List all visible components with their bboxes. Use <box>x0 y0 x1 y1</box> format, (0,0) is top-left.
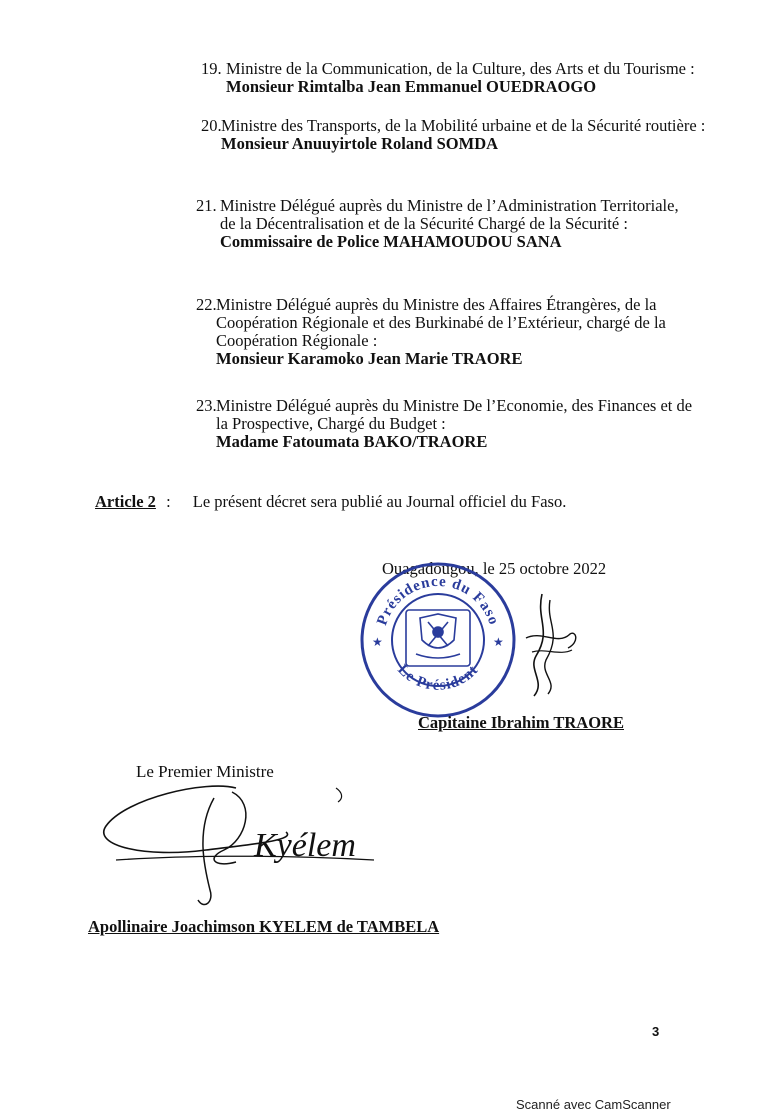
item-number: 20. <box>201 116 222 135</box>
item-number: 22. <box>196 295 217 314</box>
item-title-line: Ministre de la Communication, de la Culture, des Arts et du Tourisme : <box>226 59 695 78</box>
star-icon: ★ <box>493 635 504 649</box>
item-title-line: Ministre Délégué auprès du Ministre de l’Administration Territoriale, <box>220 196 679 215</box>
seal-top-text: Présidence du Faso <box>374 573 502 628</box>
prime-minister-title: Le Premier Ministre <box>136 762 274 781</box>
article-2 <box>95 492 566 512</box>
presidential-seal-stamp <box>358 560 518 720</box>
item-title-line: Ministre des Transports, de la Mobilité urbaine et de la Sécurité routière : <box>221 116 706 135</box>
scanner-watermark: Scanné avec CamScanner <box>516 1097 671 1112</box>
article-text: Le présent décret sera publié au Journal officiel du Faso. <box>192 492 567 511</box>
item-title-line: de la Décentralisation et de la Sécurité Chargé de la Sécurité : <box>220 214 628 233</box>
item-title-line: la Prospective, Chargé du Budget : <box>216 414 446 433</box>
item-number: 21. <box>196 196 217 215</box>
item-title-line: Ministre Délégué auprès du Ministre De l’Economie, des Finances et de <box>216 396 693 415</box>
place-date: Ouagadougou, le 25 octobre 2022 <box>382 559 607 578</box>
item-title-line: Ministre Délégué auprès du Ministre des Affaires Étrangères, de la <box>216 295 657 314</box>
president-signature <box>506 590 586 700</box>
coat-of-arms-icon <box>406 610 470 666</box>
signature-text: Kyélem <box>254 827 356 864</box>
minister-name: Monsieur Karamoko Jean Marie TRAORE <box>216 349 523 368</box>
prime-minister-name: Apollinaire Joachimson KYELEM de TAMBELA <box>88 917 440 936</box>
minister-name: Monsieur Rimtalba Jean Emmanuel OUEDRAOGO <box>226 77 597 96</box>
star-icon: ★ <box>372 635 383 649</box>
minister-item-23 <box>196 397 741 451</box>
minister-name: Madame Fatoumata BAKO/TRAORE <box>216 432 488 451</box>
item-number: 19. <box>201 59 222 78</box>
item-title-line: Coopération Régionale : <box>216 331 378 350</box>
svg-text:Présidence du Faso <box>374 574 501 628</box>
president-name: Capitaine Ibrahim TRAORE <box>418 713 624 732</box>
seal-bottom-text: Le Président <box>394 661 482 694</box>
minister-item-21 <box>196 197 741 251</box>
minister-name: Commissaire de Police MAHAMOUDOU SANA <box>220 232 562 251</box>
prime-minister-signature <box>86 770 406 915</box>
page-number: 3 <box>652 1024 660 1039</box>
minister-item-22 <box>196 296 736 368</box>
minister-item-19 <box>201 60 746 96</box>
item-number: 23. <box>196 396 217 415</box>
item-title-line: Coopération Régionale et des Burkinabé de l’Extérieur, chargé de la <box>216 313 666 332</box>
minister-name: Monsieur Anuuyirtole Roland SOMDA <box>221 134 499 153</box>
article-colon: : <box>166 492 171 511</box>
article-label: Article 2 <box>95 492 156 511</box>
minister-item-20 <box>201 117 756 153</box>
